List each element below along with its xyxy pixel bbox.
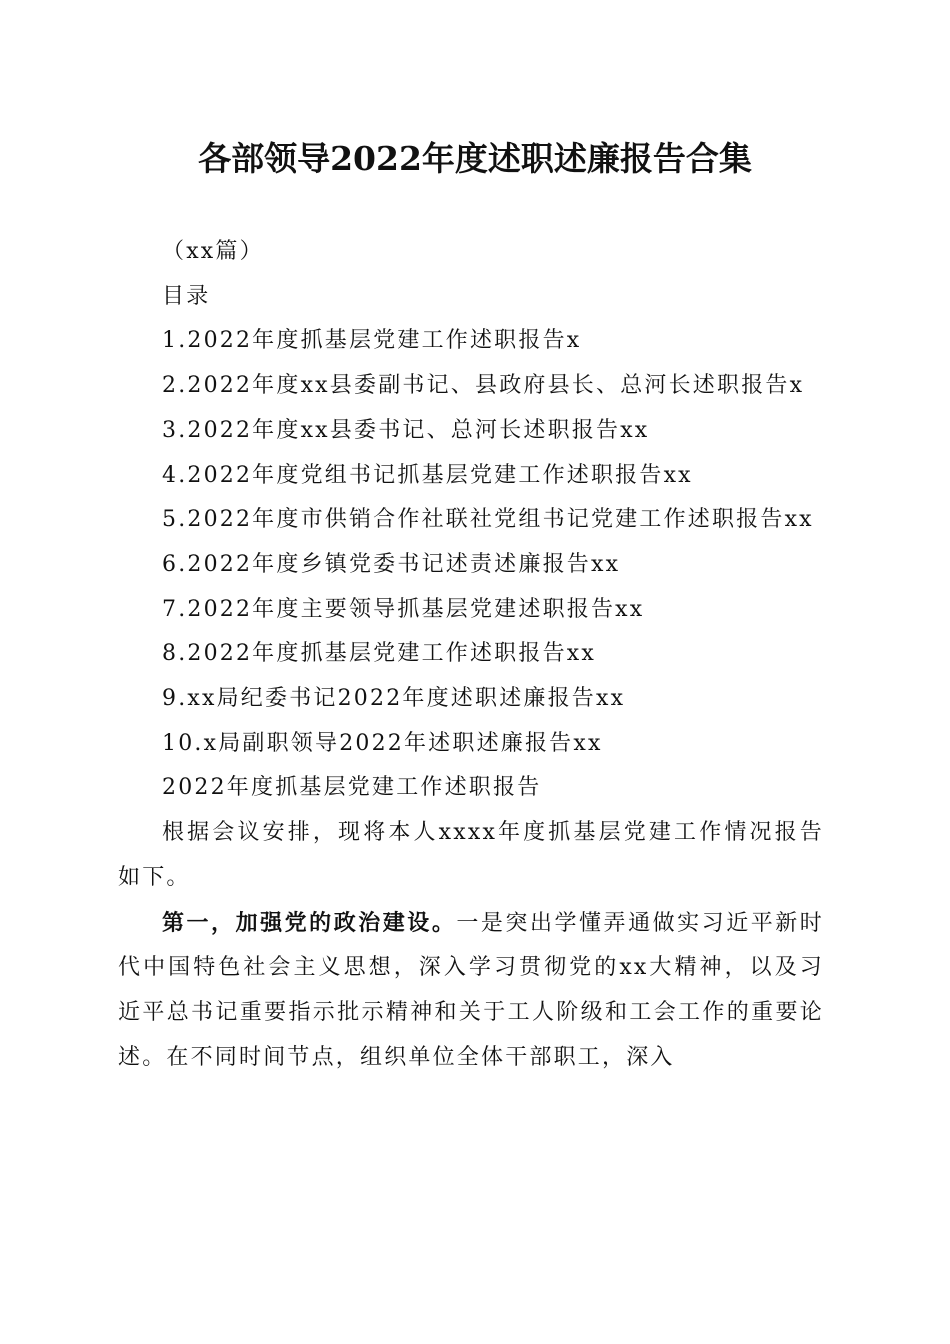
toc-item: 7.2022年度主要领导抓基层党建述职报告xx [162,596,645,622]
document-body [118,230,824,1080]
toc-item: 9.xx局纪委书记2022年度述职述廉报告xx [162,686,626,712]
subtitle: （xx篇） [162,239,264,264]
toc-item: 6.2022年度乡镇党委书记述责述廉报告xx [162,551,621,577]
toc-heading: 目录 [162,283,211,309]
toc-item: 5.2022年度市供销合作社联社党组书记党建工作述职报告xx [162,507,814,533]
section-title: 2022年度抓基层党建工作述职报告 [162,775,542,801]
paragraph-1-lead: 第一，加强党的政治建设。 [162,909,457,936]
intro-paragraph: 根据会议安排，现将本人xxxx年度抓基层党建工作情况报告如下。 [118,820,824,890]
toc-item: 10.x局副职领导2022年述职述廉报告xx [162,730,603,756]
paragraph-1-body: 一是突出学懂弄通做实习近平新时代中国特色社会主义思想，深入学习贯彻党的xx大精神，以及习近平总书记重要指示批示精神和关于工人阶级和工会工作的重要论述。在不同时间节点，组织单位全体干部职工，深入 [118,910,824,1070]
toc-item: 2.2022年度xx县委副书记、县政府县长、总河长述职报告x [162,373,805,399]
document-title: 各部领导2022年度述职述廉报告合集 [198,139,752,178]
toc-item: 1.2022年度抓基层党建工作述职报告x [162,328,582,354]
toc-item: 3.2022年度xx县委书记、总河长述职报告xx [162,417,650,443]
paragraph-1 [118,901,824,1081]
toc-item: 4.2022年度党组书记抓基层党建工作述职报告xx [162,462,693,488]
toc-item: 8.2022年度抓基层党建工作述职报告xx [162,641,596,667]
